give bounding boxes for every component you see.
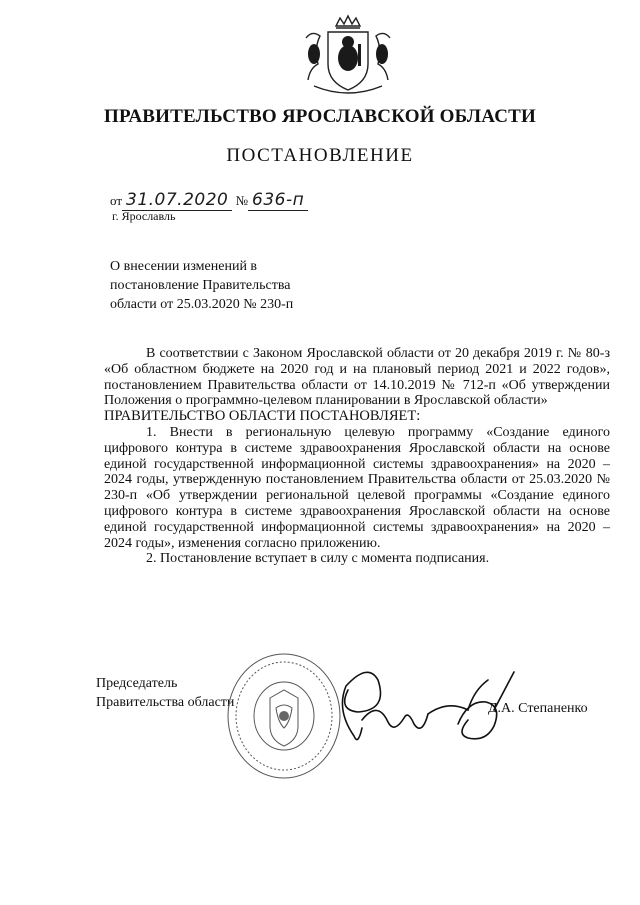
signer-title-line: Правительства области <box>96 695 235 710</box>
subject-line: постановление Правительства <box>110 278 291 293</box>
document-number: 636-п <box>248 190 308 211</box>
preamble-paragraph: В соответствии с Законом Ярославской области от 20 декабря 2019 г. № 80-з «Об областном бюджете на 2020 год и на плановый период 2021 и 2022 годов», постановлением Правительства области от 14.10.2019 № 712-п «Об утверждении Положения о программно-целевом планировании в Ярославской области» <box>104 346 610 409</box>
document-date: 31.07.2020 <box>122 190 232 211</box>
resolves-heading: ПРАВИТЕЛЬСТВО ОБЛАСТИ ПОСТАНОВЛЯЕТ: <box>104 408 421 425</box>
number-prefix: № <box>235 193 249 208</box>
subject-line: О внесении изменений в <box>110 259 258 274</box>
subject-block <box>110 257 293 314</box>
city: г. Ярославль <box>112 209 176 223</box>
signer-name: Д.А. Степаненко <box>488 701 588 716</box>
document-type: ПОСТАНОВЛЕНИЕ <box>226 145 414 166</box>
item-2-paragraph: 2. Постановление вступает в силу с момента подписания. <box>146 551 490 567</box>
signer-title <box>96 674 234 712</box>
item-1-paragraph: 1. Внести в региональную целевую программу «Создание единого цифрового контура в системе здравоохранения Ярославской области на основе единой государственной информационной системы здравоохранения» на 2020 – 2024 годы, утвержденную постановлением Правительства области от 25.03.2020 № 230-п «Об утверждении региональной целевой программы «Создание единого цифрового контура в системе здравоохранения Ярославской области на основе единой государственной информационной системы здравоохранения» на 2020 – 2024 годы», изменения согласно приложению. <box>104 424 610 551</box>
coat-of-arms-icon <box>300 8 396 96</box>
document-body <box>104 346 610 567</box>
subject-line: области от 25.03.2020 № 230-п <box>110 297 294 312</box>
date-prefix: от <box>110 193 123 208</box>
signer-title-line: Председатель <box>96 676 178 691</box>
organization-title: ПРАВИТЕЛЬСТВО ЯРОСЛАВСКОЙ ОБЛАСТИ <box>104 106 536 127</box>
date-number-line <box>110 190 308 210</box>
